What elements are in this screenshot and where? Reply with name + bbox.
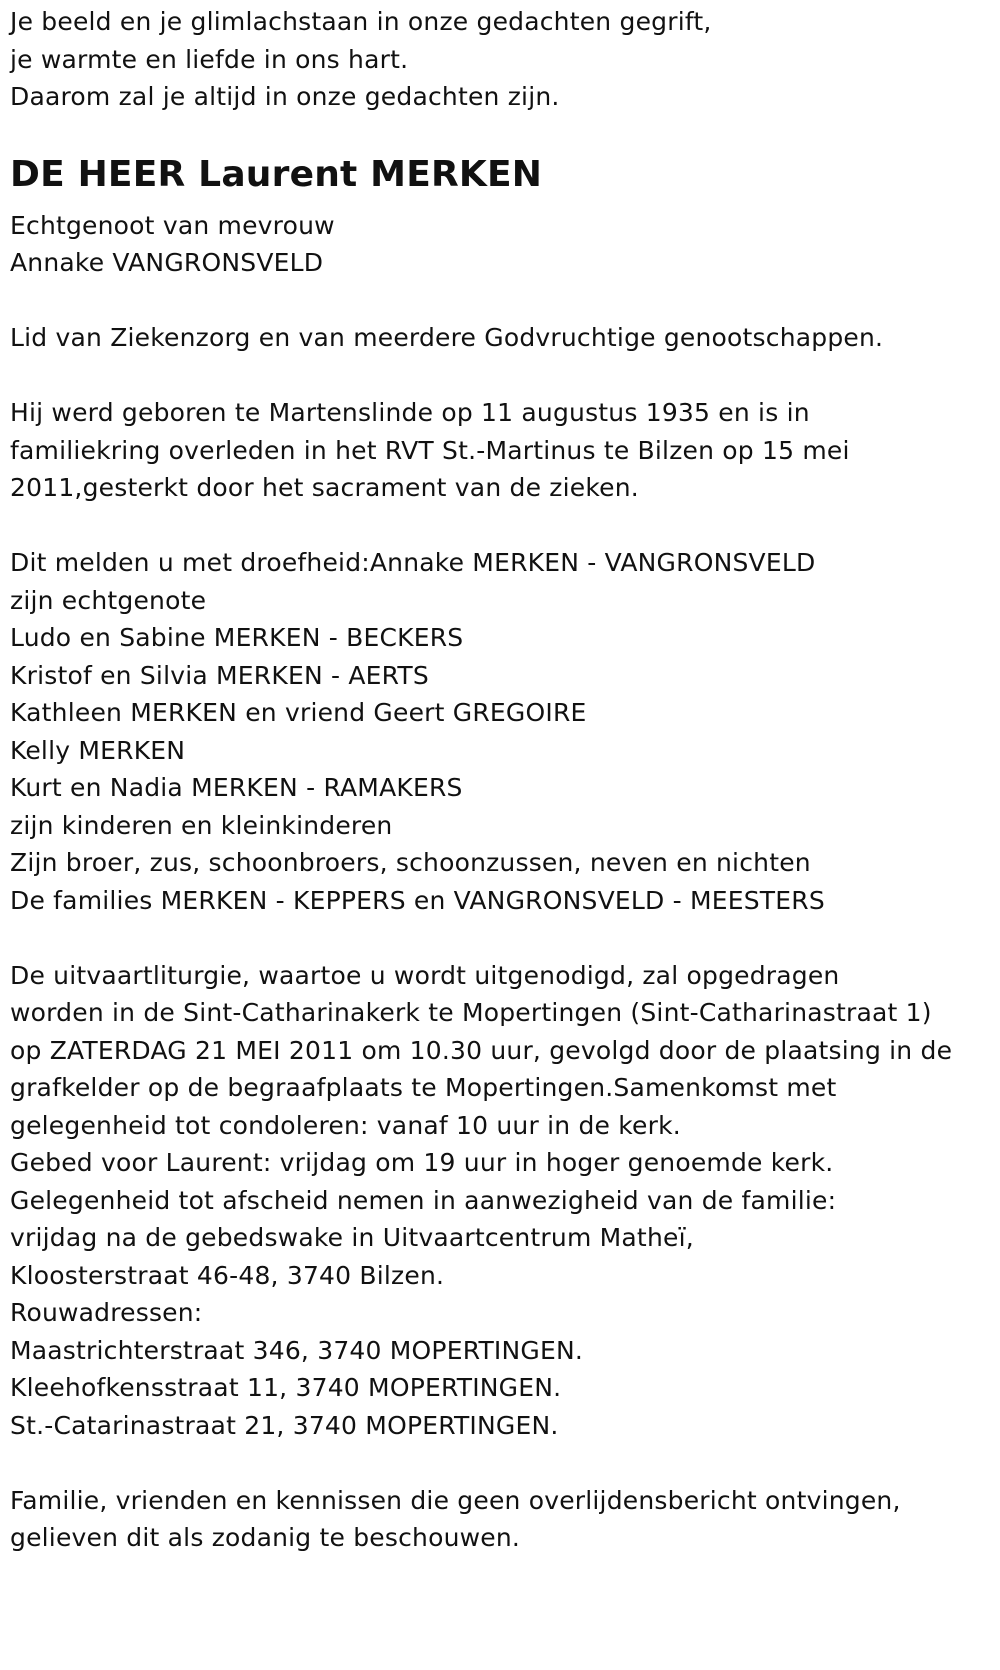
- family-line: Kurt en Nadia MERKEN - RAMAKERS: [10, 773, 463, 802]
- paragraph-gap: [10, 282, 990, 320]
- spouse-line: Echtgenoot van mevrouw: [10, 210, 335, 240]
- funeral-line: De uitvaartliturgie, waartoe u wordt uitgenodigd, zal opgedragen: [10, 960, 840, 990]
- family-line: Dit melden u met droefheid:Annake MERKEN - VANGRONSVELD: [10, 548, 816, 577]
- family-line: zijn echtgenote: [10, 585, 207, 615]
- funeral-line: Gelegenheid tot afscheid nemen in aanwezigheid van de familie:: [10, 1185, 837, 1215]
- funeral-line: Kleehofkensstraat 11, 3740 MOPERTINGEN.: [10, 1373, 562, 1402]
- spouse-line: Annake VANGRONSVELD: [10, 248, 324, 277]
- family-list: [10, 544, 990, 919]
- funeral-line: vrijdag na de gebedswake in Uitvaartcentrum Matheï,: [10, 1223, 694, 1252]
- funeral-details: [10, 957, 990, 1445]
- deceased-name: DE HEER Laurent MERKEN: [10, 153, 543, 195]
- memorial-poem: [10, 3, 990, 116]
- family-line: Kathleen MERKEN en vriend Geert GREGOIRE: [10, 698, 587, 727]
- poem-line: Daarom zal je altijd in onze gedachten zijn.: [10, 82, 560, 111]
- family-line: Ludo en Sabine MERKEN - BECKERS: [10, 623, 464, 652]
- family-line: Kristof en Silvia MERKEN - AERTS: [10, 660, 429, 690]
- birth-death-line: 2011,gesterkt door het sacrament van de zieken.: [10, 473, 639, 502]
- paragraph-gap: [10, 919, 990, 957]
- funeral-line: Kloosterstraat 46-48, 3740 Bilzen.: [10, 1260, 445, 1290]
- paragraph-gap: [10, 507, 990, 545]
- funeral-line: grafkelder op de begraafplaats te Mopertingen.Samenkomst met: [10, 1073, 837, 1102]
- poem-line: Je beeld en je glimlachstaan in onze gedachten gegrift,: [10, 7, 712, 36]
- closing-line: Familie, vrienden en kennissen die geen overlijdensbericht ontvingen,: [10, 1485, 901, 1515]
- paragraph-gap: [10, 1444, 990, 1482]
- family-line: Zijn broer, zus, schoonbroers, schoonzussen, neven en nichten: [10, 848, 811, 877]
- closing-note: [10, 1482, 990, 1557]
- funeral-line: Gebed voor Laurent: vrijdag om 19 uur in hoger genoemde kerk.: [10, 1148, 834, 1177]
- family-line: zijn kinderen en kleinkinderen: [10, 810, 393, 840]
- closing-line: gelieven dit als zodanig te beschouwen.: [10, 1523, 521, 1552]
- spouse-info: [10, 207, 990, 282]
- family-line: Kelly MERKEN: [10, 735, 186, 765]
- birth-death-line: Hij werd geboren te Martenslinde op 11 augustus 1935 en is in: [10, 398, 810, 427]
- membership-text: Lid van Ziekenzorg en van meerdere Godvruchtige genootschappen.: [10, 323, 884, 352]
- paragraph-gap: [10, 357, 990, 395]
- family-line: De families MERKEN - KEPPERS en VANGRONSVELD - MEESTERS: [10, 885, 825, 915]
- funeral-line: St.-Catarinastraat 21, 3740 MOPERTINGEN.: [10, 1410, 559, 1440]
- obituary-notice: [10, 3, 990, 1557]
- birth-death-line: familiekring overleden in het RVT St.-Martinus te Bilzen op 15 mei: [10, 435, 850, 465]
- funeral-line: Maastrichterstraat 346, 3740 MOPERTINGEN.: [10, 1335, 584, 1365]
- birth-death-paragraph: [10, 394, 990, 507]
- funeral-line: gelegenheid tot condoleren: vanaf 10 uur in de kerk.: [10, 1110, 681, 1140]
- funeral-line: op ZATERDAG 21 MEI 2011 om 10.30 uur, gevolgd door de plaatsing in de: [10, 1035, 953, 1065]
- funeral-line: worden in de Sint-Catharinakerk te Mopertingen (Sint-Catharinastraat 1): [10, 998, 932, 1027]
- poem-line: je warmte en liefde in ons hart.: [10, 44, 409, 74]
- funeral-line: Rouwadressen:: [10, 1298, 203, 1327]
